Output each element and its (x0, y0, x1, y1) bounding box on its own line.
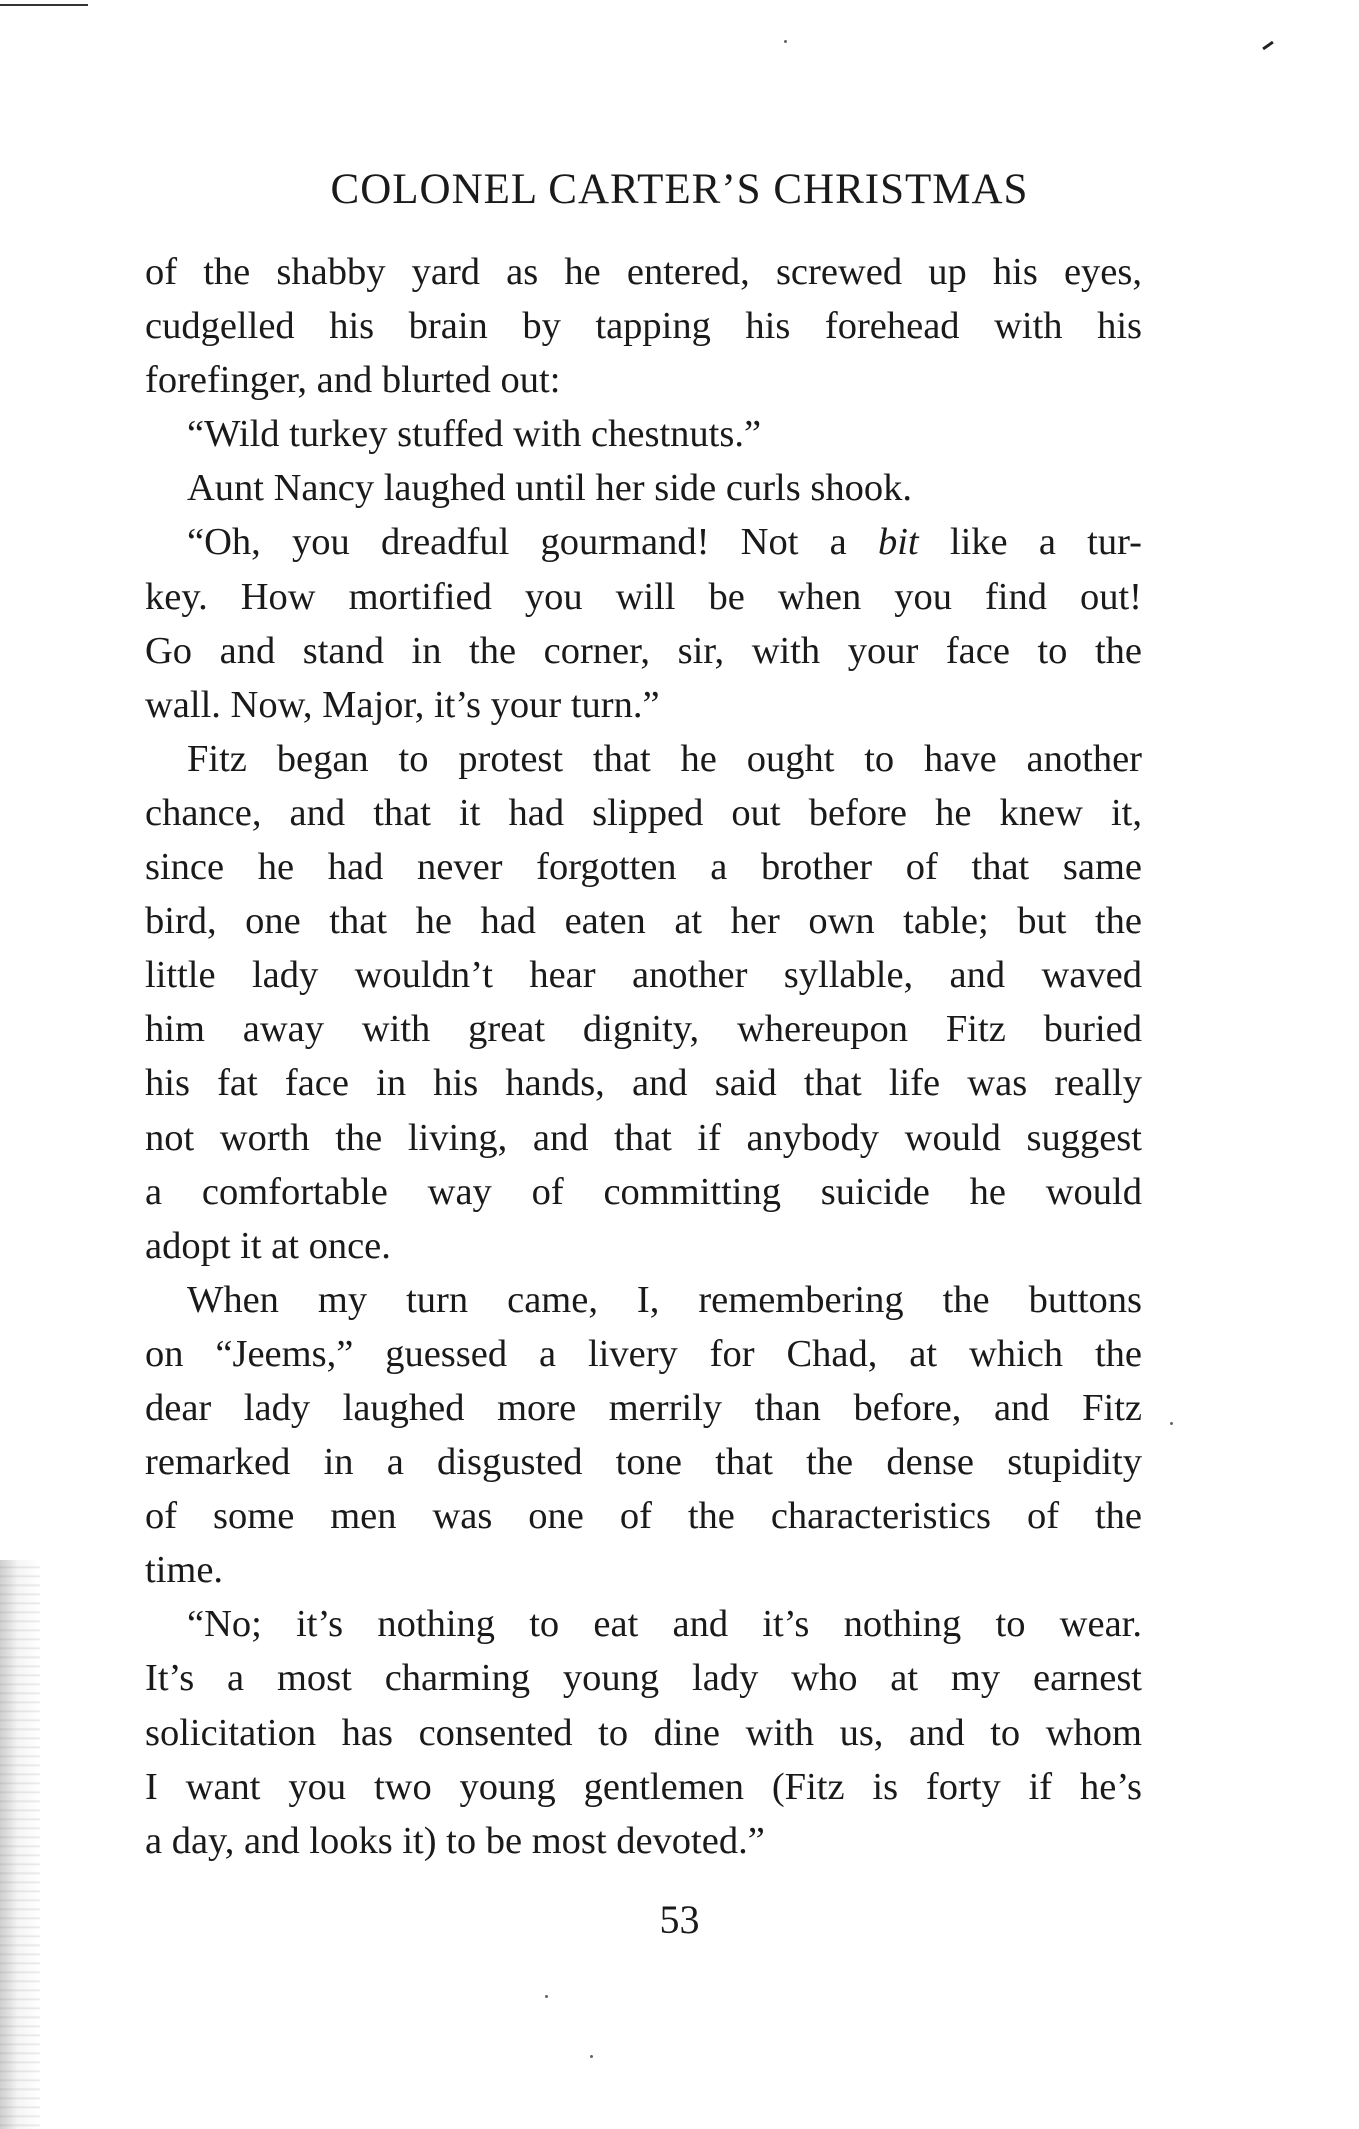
scan-speck (545, 1995, 548, 1998)
text-line: him away with great dignity, whereupon Fitz buried (145, 1008, 1142, 1051)
text-line: bird, one that he had eaten at her own table; but the (145, 900, 1142, 943)
text-line: I want you two young gentlemen (Fitz is forty if he’s (145, 1765, 1142, 1808)
text-line: cudgelled his brain by tapping his forehead with his (145, 305, 1142, 348)
text-line: Go and stand in the corner, sir, with your face to the (145, 629, 1142, 672)
page-number: 53 (659, 1897, 700, 1942)
text-line: since he had never forgotten a brother of that same (145, 846, 1142, 889)
text-line: Aunt Nancy laughed until her side curls shook. (187, 467, 912, 510)
text-line: key. How mortified you will be when you find out! (145, 575, 1142, 618)
running-head: COLONEL CARTER’S CHRISTMAS (330, 166, 1029, 213)
body-text (145, 245, 1142, 1868)
text-line: dear lady laughed more merrily than before, and Fitz (145, 1386, 1142, 1429)
text-line: not worth the living, and that if anybody would suggest (145, 1116, 1142, 1159)
text-line: wall. Now, Major, it’s your turn.” (145, 683, 660, 726)
text-line: a day, and looks it) to be most devoted.” (145, 1819, 765, 1862)
text-line: time. (145, 1549, 224, 1592)
text-line: “Wild turkey stuffed with chestnuts.” (187, 413, 762, 456)
text-line: When my turn came, I, remembering the buttons (187, 1278, 1142, 1321)
scan-speck (1170, 1422, 1173, 1425)
scan-speck (590, 2055, 593, 2058)
text-line: adopt it at once. (145, 1224, 391, 1267)
text-line: “No; it’s nothing to eat and it’s nothing to wear. (187, 1603, 1142, 1646)
text-line: “Oh, you dreadful gourmand! Not a bit like a tur- (187, 521, 1142, 564)
text-line: little lady wouldn’t hear another syllable, and waved (145, 954, 1142, 997)
scan-top-rule (0, 4, 88, 6)
text-line: of some men was one of the characteristics of the (145, 1495, 1142, 1538)
text-line: solicitation has consented to dine with us, and to whom (145, 1711, 1142, 1754)
scan-mark (1262, 41, 1274, 50)
text-line: chance, and that it had slipped out before he knew it, (145, 791, 1142, 834)
text-line: of the shabby yard as he entered, screwed up his eyes, (145, 251, 1142, 293)
text-line: a comfortable way of committing suicide he would (145, 1170, 1142, 1213)
text-line: remarked in a disgusted tone that the dense stupidity (145, 1441, 1142, 1484)
text-line: his fat face in his hands, and said that life was really (145, 1062, 1142, 1105)
text-line: It’s a most charming young lady who at my earnest (145, 1657, 1142, 1700)
scan-speck (784, 40, 787, 43)
text-line: Fitz began to protest that he ought to have another (187, 737, 1142, 780)
gutter-shadow (0, 1560, 40, 2129)
text-line: forefinger, and blurted out: (145, 359, 561, 402)
text-line: on “Jeems,” guessed a livery for Chad, at which the (145, 1332, 1142, 1375)
